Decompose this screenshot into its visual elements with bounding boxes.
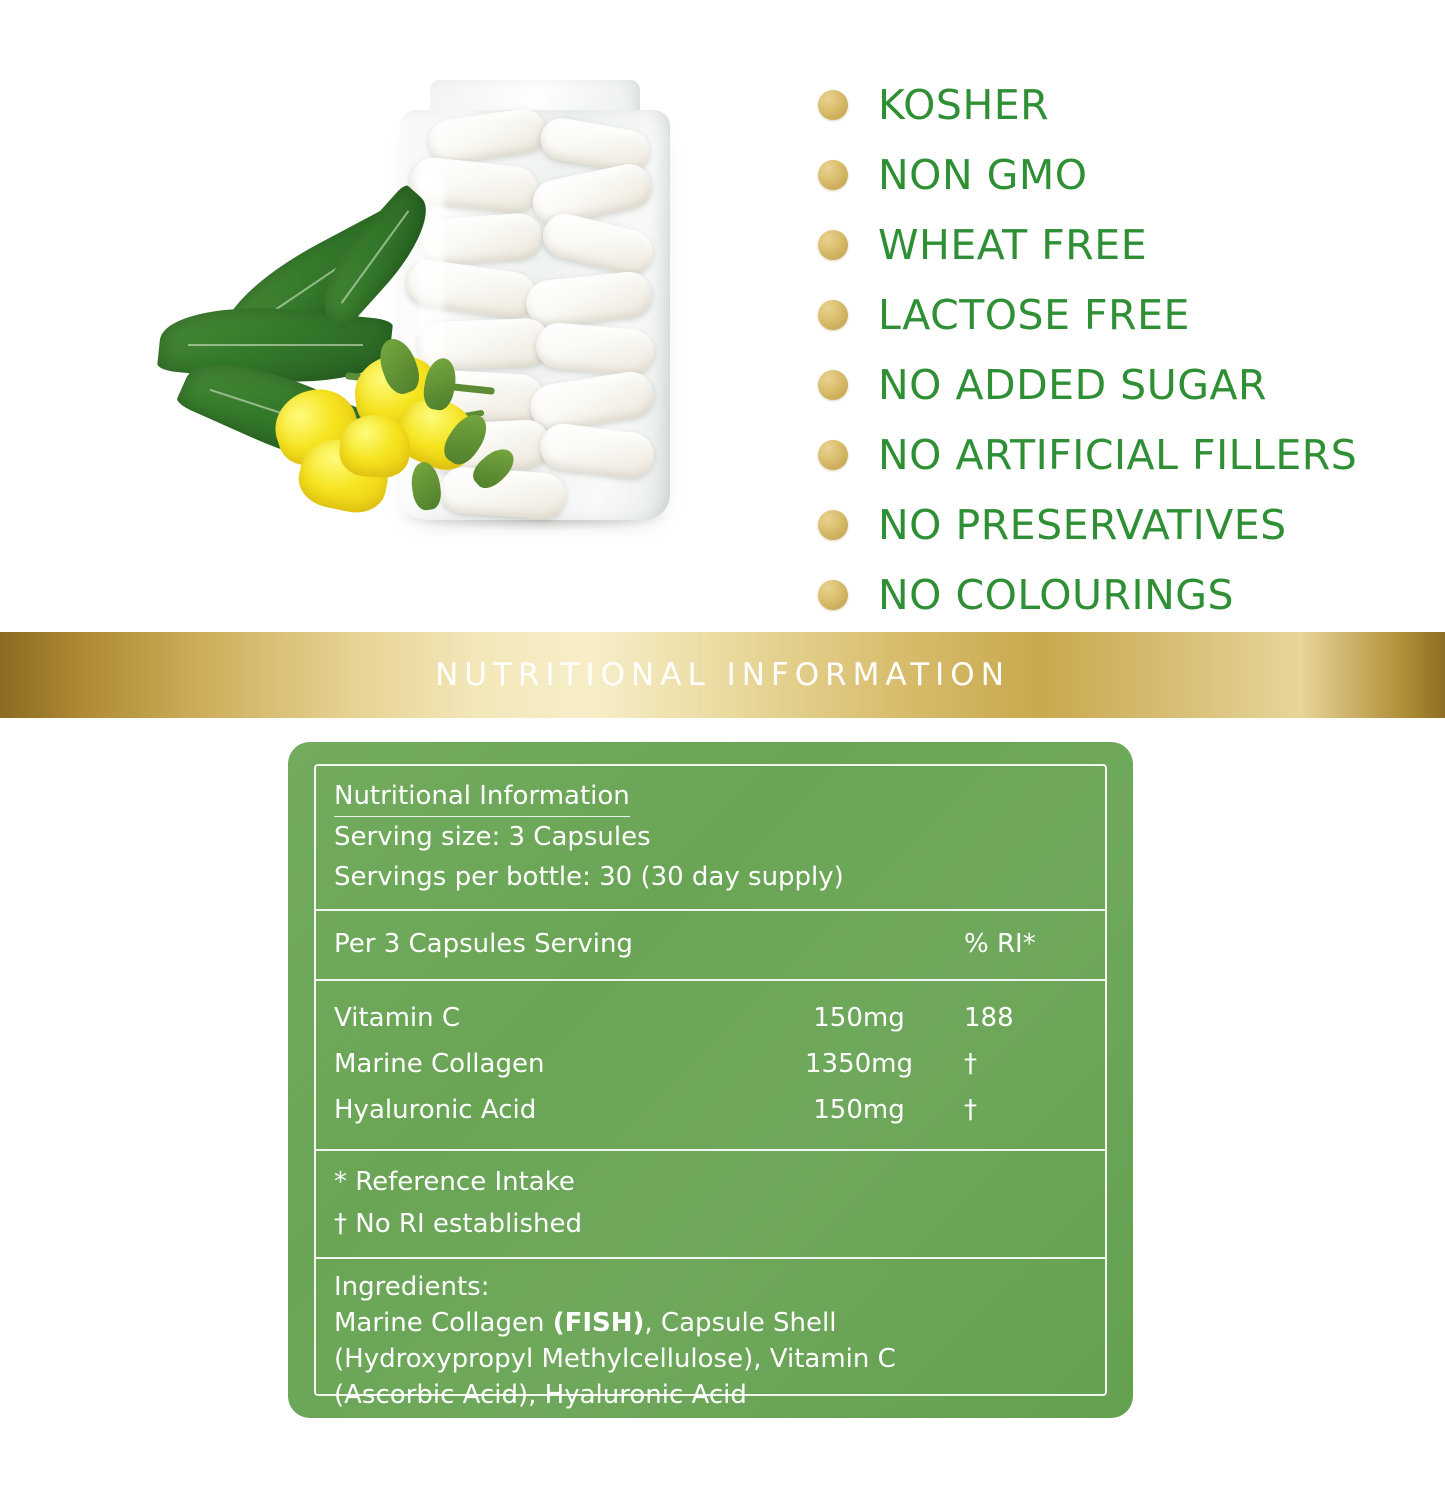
serving-size: Serving size: 3 Capsules [334,822,651,852]
evening-primrose-plant-icon [150,230,570,560]
ingredients-section [316,1257,1105,1497]
ingredients-title: Ingredients: [334,1272,490,1302]
servings-per-bottle: Servings per bottle: 30 (30 day supply) [334,862,844,892]
ingredients-fish-term: (FISH) [552,1308,645,1338]
ingredients-line-4: (The Marine Collagen does not [334,1416,733,1446]
nutrients-section [316,979,1105,1149]
benefit-label: NO ARTIFICIAL FILLERS [878,431,1358,479]
nutrient-amount: 150mg [813,1003,905,1033]
nutrient-amount: 150mg [813,1095,905,1125]
ingredients-line-1-prefix: Marine Collagen [334,1308,553,1338]
top-section [0,0,1445,628]
ingredients-line-1-suffix: , Capsule Shell [644,1308,837,1338]
nutrition-table [314,764,1107,1482]
nutrient-amount: 1350mg [805,1049,913,1079]
footnote-reference-intake: * Reference Intake [334,1167,575,1197]
footnote-no-ri: † No RI established [334,1209,583,1239]
benefit-item-kosher [818,70,1445,140]
benefit-label: KOSHER [878,81,1050,129]
nutrient-ri: † [964,1049,977,1079]
ingredients-line-2: (Hydroxypropyl Methylcellulose), Vitamin C [334,1344,896,1374]
benefit-item-non-gmo [818,140,1445,210]
product-image [0,0,790,628]
bullet-icon [818,300,848,330]
ingredients-line-3: (Ascorbic Acid), Hyaluronic Acid [334,1380,747,1410]
benefit-item-no-artificial-fillers [818,420,1445,490]
table-row [334,1041,1087,1087]
benefit-item-wheat-free [818,210,1445,280]
column-header-name: Per 3 Capsules Serving [334,929,633,959]
nutrient-name: Vitamin C [334,1003,461,1033]
table-row [334,995,1087,1041]
benefit-item-no-colourings [818,560,1445,630]
benefit-item-lactose-free [818,280,1445,350]
table-row [334,1087,1087,1133]
benefit-label: WHEAT FREE [878,221,1148,269]
benefit-label: NO ADDED SUGAR [878,361,1268,409]
bullet-icon [818,580,848,610]
benefit-item-no-preservatives [818,490,1445,560]
nutrient-name: Hyaluronic Acid [334,1095,537,1125]
benefit-label: LACTOSE FREE [878,291,1190,339]
nutrient-ri: 188 [964,1003,1014,1033]
footnotes-section [316,1149,1105,1257]
banner-title: NUTRITIONAL INFORMATION [435,657,1010,693]
bullet-icon [818,160,848,190]
ingredients-line-1 [334,1305,1087,1341]
nutrition-heading: Nutritional Information [334,776,630,817]
serving-section [316,766,1105,909]
bullet-icon [818,510,848,540]
benefits-list [790,0,1445,628]
bullet-icon [818,230,848,260]
benefit-label: NON GMO [878,151,1088,199]
column-header-ri: % RI* [964,929,1036,959]
ingredients-line-5: originate from the UK) [334,1452,625,1482]
table-header-section [316,909,1105,979]
bullet-icon [818,90,848,120]
benefit-item-no-added-sugar [818,350,1445,420]
table-header-row [334,921,1087,967]
benefit-label: NO PRESERVATIVES [878,501,1287,549]
nutrition-panel [288,742,1133,1482]
bullet-icon [818,370,848,400]
nutritional-information-banner [0,632,1445,718]
nutrient-ri: † [964,1095,977,1125]
nutrient-name: Marine Collagen [334,1049,545,1079]
bullet-icon [818,440,848,470]
benefit-label: NO COLOURINGS [878,571,1235,619]
